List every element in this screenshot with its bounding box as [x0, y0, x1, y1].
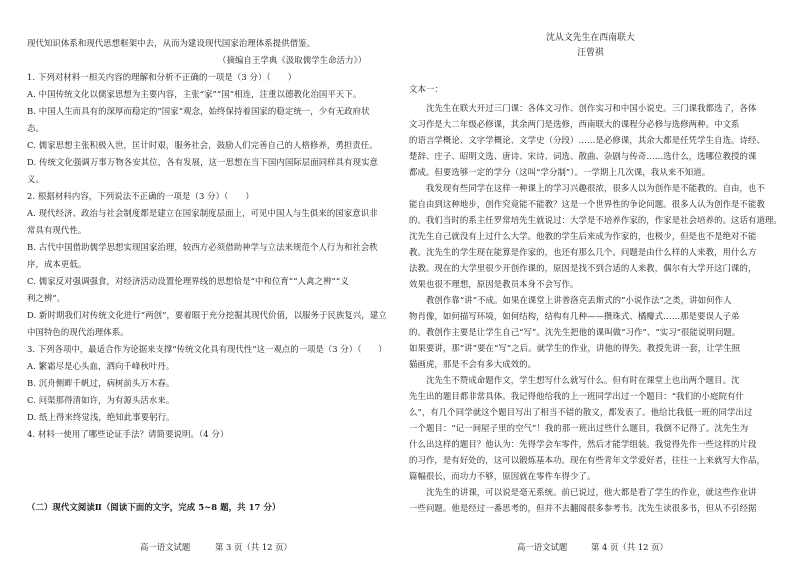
question-2-option-d: D. 新时期我们对传统文化进行“两创”，要着眼于充分挖掘其现代价值，以服务于民族复兴，建立: [27, 310, 387, 320]
body-line: 猫画虎，那是不会有多大成效的。: [409, 359, 537, 369]
question-2-option-c: C. 儒家反对强调强食，对经济活动设置伦理界线的思想恰是“中和位育”“人禽之辨”“义: [27, 276, 349, 286]
footer-subject: 高一语文试题: [140, 542, 191, 552]
source-citation: （摘编自王学典《汲取儒学生命活力》）: [218, 55, 367, 65]
question-1-stem: 1. 下列对材料一相关内容的理解和分析不正确的一项是（3 分）（ ）: [27, 72, 297, 82]
body-line: 的语言学概论、文字学概论、文学史（分段）……是必修课，其余大都是任凭学生自选。诗经、: [409, 135, 765, 145]
body-line: 沈先生在联大开过三门课：各体文习作、创作实习和中国小说史。三门课我都选了，各体: [409, 103, 757, 113]
footer-page-number: 第 4 页（共 12 页）: [591, 542, 668, 552]
intro-line: 现代知识体系和现代思想框架中去，从而为建设现代国家治理体系提供借鉴。: [27, 38, 316, 48]
question-1-option-b: B. 中国人生而具有的深厚而稳定的“国家”观念，始终保持着国家的稳定统一，少有无政府状: [27, 106, 370, 116]
article-author: 汪曾祺: [577, 48, 604, 58]
body-line: 沈先生自己就没有上过什么大学。他教的学生后来成为作家的，也极少，但是也不是绝对不能: [409, 231, 757, 241]
footer-page-number: 第 3 页（共 12 页）: [215, 542, 292, 552]
question-1-option-c: C. 儒家思想主张积极入世，匡计时艰，服务社会，鼓励人们完善自己的人格修养，勇担责任。: [27, 140, 378, 150]
text-label: 文本一：: [409, 84, 443, 94]
question-3-option-b: B. 沉舟侧畔千帆过，病树前头万木春。: [27, 378, 175, 388]
body-line: 教创作靠“讲”不成。如果在课堂上讲普洛克丢斯式的“小说作法”之类，讲如何作人: [409, 295, 732, 305]
body-line: 如果要讲，那“讲”要在“写”之后。就学生的作业，讲他的得失。教授先讲一套，让学生照: [409, 343, 741, 353]
question-2-option-d-cont: 中国特色的现代治理体系。: [27, 327, 129, 337]
question-2-option-c-cont: 利之辨”。: [27, 293, 66, 303]
question-1-option-b-cont: 态。: [27, 123, 44, 133]
body-line: 的。教创作主要是让学生自己“写”。沈先生把他的课叫做“习作”、“实习”很能说明问题。: [409, 327, 741, 337]
question-4-stem: 4. 材料一使用了哪些论证手法？请简要说明。（4 分）: [27, 429, 229, 439]
body-line: 一个题目：“记一间屋子里的空气”！我的那一班出过些什么题目，我倒不记得了。沈先生为: [409, 423, 749, 433]
question-3-option-d: D. 纸上得来终觉浅，绝知此事要躬行。: [27, 412, 175, 422]
section-heading: （二）现代文阅读Ⅱ（阅读下面的文字，完成 5~8 题，共 17 分）: [27, 502, 281, 512]
article-title: 沈从文先生在西南联大: [546, 33, 635, 43]
question-1-option-a: A. 中国传统文化以儒家思想为主要内容，主张“家”“国”相连，注重以德教化治国平天下。: [27, 89, 362, 99]
body-line: 篇幅很长，而功力不够，原因就在零件车得少了。: [409, 471, 596, 481]
body-line: 一些问题。他是经过一番思考的，但并不去翻阅很多参考书。沈先生读很多书，但从不引经据: [409, 503, 757, 513]
question-3-option-a: A. 繁霜尽是心头血，洒向千峰秋叶丹。: [27, 361, 175, 371]
body-line: 么”，有几个同学就这个题目写出了相当不错的散文，都发表了。他给比我低一班的同学出过: [409, 407, 753, 417]
body-line: 先生出的题目都非常具体。我记得他给我的上一班同学出过一个题目：“我们的小庭院有什: [409, 391, 744, 401]
question-2-option-b-cont: 序，成本更低。: [27, 259, 87, 269]
body-line: 法教。现在的大学里很少开创作课的，原因是找不到合适的人来教，偶尔有大学开这门课的，: [409, 263, 757, 273]
body-line: 能自由到这种地步，创作究竟能不能教？这是一个世界性的争论问题。很多人认为创作是不能教: [409, 199, 765, 209]
body-line: 楚辞、庄子、昭明文选、唐诗、宋诗、词选、散曲、杂剧与传奇……选什么，选哪位教授的课: [409, 151, 757, 161]
body-line: 都成。但要选够一定的学分（这叫“学分制”）。一学期上几次课，我从来不知道。: [409, 167, 711, 177]
right-page: [397, 0, 794, 561]
question-1-option-d-cont: 义。: [27, 174, 44, 184]
question-2-stem: 2. 根据材料内容，下列说法不正确的一项是（3 分）（ ）: [27, 191, 254, 201]
body-line: 沈先生的讲课，可以说是毫无系统。前已说过，他大都是看了学生的作业，就这些作业讲: [409, 487, 757, 497]
question-2-option-a: A. 现代经济、政治与社会制度都是建立在国家制度层面上，可见中国人与生俱来的国家意识非: [27, 208, 378, 218]
body-line: 效果也很不理想，原因是教员本身不会写作。: [409, 279, 579, 289]
body-line: 物肖像，如何描写环境，如何结构，结构有几种——攒珠式、橘瓣式……那是要误人子弟: [409, 311, 740, 321]
body-line: 文习作是大二年级必修课，其余两门是选修，西南联大的课程分必修与选修两种。中文系: [409, 119, 740, 129]
body-line: 教。沈先生的学生现在能算是作家的，也还有那么几个。问题是由什么样的人来教，用什么方: [409, 247, 757, 257]
question-1-option-d: D. 传统文化强调万事万物各安其位，各有发展，这一思想在当下国内国际层面同样具有现实意: [27, 157, 379, 167]
question-3-stem: 3. 下列各项中，最适合作为论据来支撑“传统文化具有现代性”这一观点的一项是（3 分）（ ）: [27, 344, 387, 354]
body-line: 我发现有些同学在这样一种课上的学习兴趣很浓，很多人以为创作是不能教的。自由，也不: [409, 183, 765, 193]
body-line: 的习作，是有好处的，这可以锻炼基本功。现在有些青年文学爱好者，往往一上来就写大作品，: [409, 455, 765, 465]
body-line: 的。我们当时的系主任罗常培先生就说过：大学是不培养作家的，作家是社会培养的。这话有道理。: [409, 215, 782, 225]
question-2-option-b: B. 古代中国借助儒学思想实现国家治理，较西方必须借助神学与立法来规范个人行为和社会秩: [27, 242, 378, 252]
footer-subject: 高一语文试题: [517, 542, 568, 552]
body-line: 什么出这样的题目？他认为：先得学会车零件，然后才能学组装。我觉得先作一些这样的片段: [409, 439, 757, 449]
question-3-option-c: C. 问渠那得清如许，为有源头活水来。: [27, 395, 175, 405]
question-2-option-a-cont: 常具有现代性。: [27, 225, 87, 235]
body-line: 沈先生不赞成命题作文，学生想写什么就写什么。但有时在课堂上也出两个题目。沈: [409, 375, 740, 385]
